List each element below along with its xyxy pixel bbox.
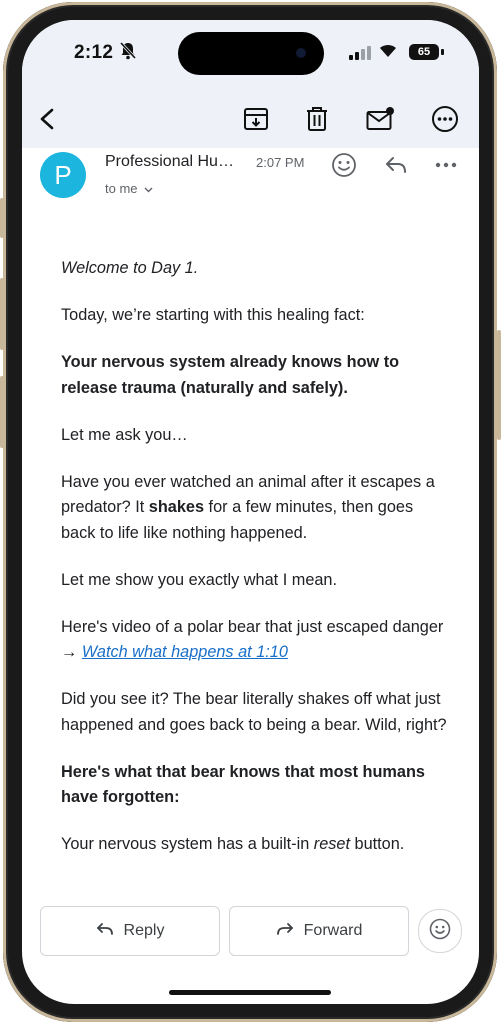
archive-icon[interactable] [240, 103, 272, 135]
body-paragraph [61, 256, 451, 282]
forward-icon [276, 922, 294, 941]
status-bar [22, 20, 479, 90]
avatar[interactable]: P [40, 152, 86, 198]
toolbar [22, 90, 479, 148]
text-span: Here's video of a polar bear that just escaped danger → [61, 617, 444, 661]
add-reaction-icon[interactable] [329, 150, 359, 180]
more-horizontal-icon[interactable] [431, 150, 461, 180]
message-body [61, 256, 451, 879]
text-span: Have you ever watched an animal after it escapes a predator? It [61, 472, 435, 516]
dynamic-island [178, 32, 324, 75]
screen [22, 20, 479, 1004]
italic-word: reset [313, 835, 350, 853]
reply-button[interactable] [40, 906, 220, 956]
home-indicator[interactable] [169, 990, 331, 995]
reply-label: Reply [123, 922, 165, 939]
recipient-toggle[interactable] [105, 181, 153, 196]
body-paragraph: Did you see it? The bear literally shakes off what just happened and goes back to being a bear. Wild, right? [61, 690, 447, 734]
video-link[interactable]: Watch what happens at 1:10 [81, 643, 288, 661]
camera-icon [296, 48, 306, 58]
action-bar [22, 906, 479, 958]
trash-icon[interactable] [301, 103, 333, 135]
mail-unread-icon[interactable] [364, 103, 396, 135]
bold-statement: Here's what that bear knows that most humans have forgotten: [61, 762, 425, 806]
body-paragraph [61, 470, 451, 547]
cellular-signal-icon [349, 46, 371, 60]
back-arrow-icon[interactable] [32, 103, 64, 135]
bold-word: shakes [148, 498, 205, 516]
recipient-label: to me [105, 181, 138, 196]
body-paragraph: Let me ask you… [61, 425, 188, 444]
text-span: button. [350, 835, 405, 853]
smiley-icon [429, 918, 451, 945]
volume-up-button [0, 278, 4, 350]
body-paragraph [61, 350, 451, 401]
bold-statement: Your nervous system already knows how to release trauma (naturally and safely). [61, 353, 400, 397]
reply-icon[interactable] [381, 150, 411, 180]
body-paragraph: Let me show you exactly what I mean. [61, 570, 338, 589]
sender-name[interactable]: Professional Hu… [105, 153, 234, 170]
forward-label: Forward [303, 922, 363, 939]
body-paragraph [61, 615, 451, 666]
action-button [0, 198, 4, 238]
reply-icon [96, 922, 114, 941]
forward-button[interactable] [229, 906, 409, 956]
chevron-down-icon [144, 181, 153, 196]
body-paragraph [61, 760, 451, 811]
body-paragraph [61, 832, 451, 858]
sent-time: 2:07 PM [256, 155, 305, 170]
body-paragraph: Today, we’re starting with this healing fact: [61, 306, 365, 324]
text-span: for a few minutes, then goes back to life like nothing happened. [61, 498, 414, 542]
battery-tip [441, 49, 444, 55]
muted-bell-icon [120, 42, 136, 65]
react-button[interactable] [418, 909, 462, 953]
volume-down-button [0, 376, 4, 448]
wifi-icon [378, 42, 398, 63]
greeting: Welcome to Day 1. [61, 259, 199, 277]
message-header [22, 148, 479, 218]
power-button [497, 330, 501, 440]
text-span: Your nervous system has a built-in [61, 835, 314, 853]
status-time: 2:12 [74, 42, 114, 63]
more-options-icon[interactable] [429, 103, 461, 135]
battery-indicator: 65 [409, 44, 439, 60]
